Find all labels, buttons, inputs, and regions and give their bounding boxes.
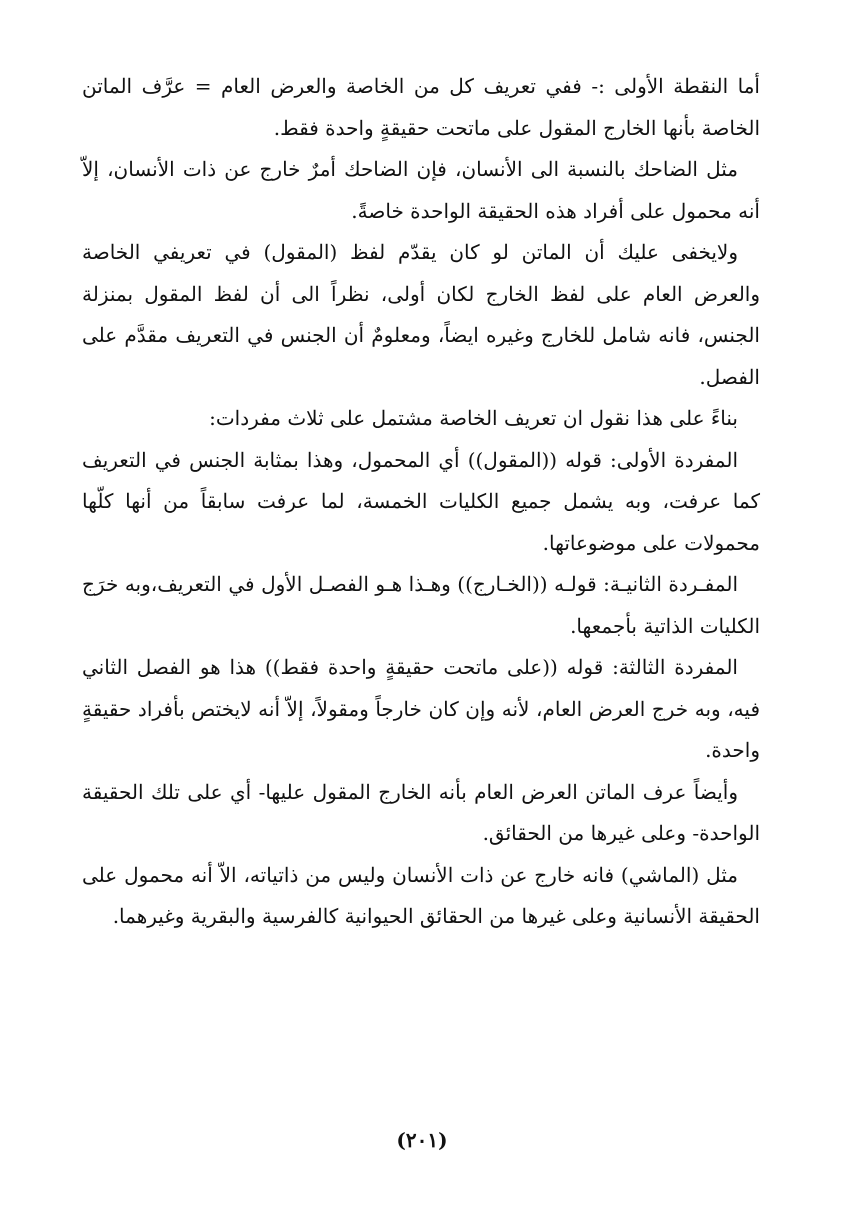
paragraph-2: مثل الضاحك بالنسبة الى الأنسان، فإن الضاحك أمرٌ خارج عن ذات الأنسان، إلاّ أنه محمول على أفراد هذه الحقيقة الواحدة خاصةً. — [82, 157, 760, 223]
paragraph-7: المفردة الثالثة: قوله ((على ماتحت حقيقةٍ واحدة فقط)) هذا هو الفصل الثاني فيه، وبه خرج العرض العام، لأنه وإن كان خارجاً ومقولاً، إلاّ أنه لايختص بأفراد حقيقةٍ واحدة. — [82, 655, 760, 762]
page-number: (٢٠١) — [396, 1128, 448, 1152]
paragraph-8: وأيضاً عرف الماتن العرض العام بأنه الخارج المقول عليها- أي على تلك الحقيقة الواحدة- وعلى غيرها من الحقائق. — [82, 779, 760, 845]
paragraph-5: المفردة الأولى: قوله ((المقول)) أي المحمول، وهذا بمثابة الجنس في التعريف كما عرفت، وبه يشمل جميع الكليات الخمسة، لما عرفت سابقاً من أنها كلّها محمولات على موضوعاتها. — [82, 447, 760, 555]
paragraph-9: مثل (الماشي) فانه خارج عن ذات الأنسان وليس من ذاتياته، الاّ أنه محمول على الحقيقة الأنسانية وعلى غيرها من الحقائق الحيوانية كالفرسية والبقرية وغيرهما. — [82, 862, 760, 928]
paragraph-4: بناءً على هذا نقول ان تعريف الخاصة مشتمل على ثلاث مفردات: — [209, 406, 738, 430]
paragraph-1: أما النقطة الأولى :- ففي تعريف كل من الخاصة والعرض العام = عرَّف الماتن الخاصة بأنها الخارج المقول على ماتحت حقيقةٍ واحدة فقط. — [82, 74, 760, 140]
paragraph-6: المفـردة الثانيـة: قولـه ((الخـارج)) وهـذا هـو الفصـل الأول في التعريف،وبه خرَج الكليات الذاتية بأجمعها. — [82, 572, 760, 638]
page-body — [82, 66, 760, 938]
paragraph-3: ولايخفى عليك أن الماتن لو كان يقدّم لفظ (المقول) في تعريفي الخاصة والعرض العام على لفظ الخارج لكان أولى، نظراً الى أن لفظ المقول بمنزلة الجنس، فانه شامل للخارج وغيره ايضاً، ومعلومٌ أن الجنس في التعريف مقدَّم على الفصل. — [82, 240, 760, 389]
